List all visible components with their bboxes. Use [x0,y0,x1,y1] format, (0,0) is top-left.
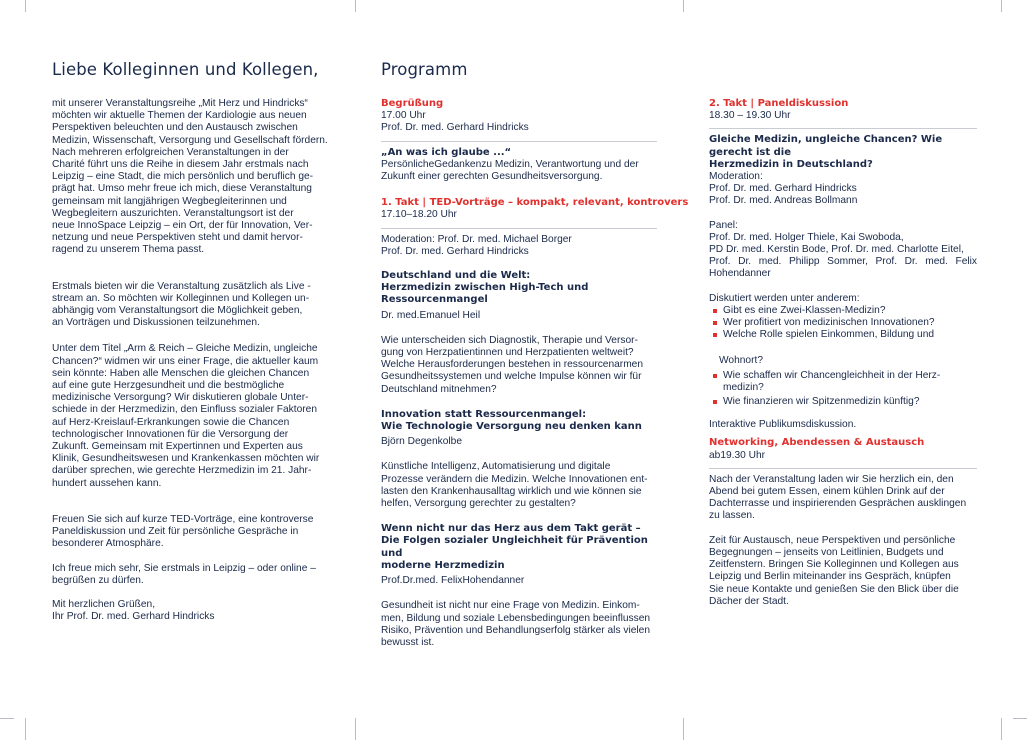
talk-title: Wie Technologie Versorgung neu denken kann [381,421,642,433]
talk-title: Wenn nicht nur das Herz aus dem Takt gerät – [381,523,641,535]
talk-speaker: Björn Degenkolbe [381,436,462,448]
program-item-belief [381,147,657,184]
question-line: Gleiche Medizin, ungleiche Chancen? Wie gerecht ist die [709,134,943,158]
networking-time: ab19.30 Uhr [709,449,766,461]
text-line: medizinische Versorgung? Wir diskutieren globale Unter- [52,392,309,404]
bullet-icon [713,321,717,325]
text-line: Erstmals bieten wir die Veranstaltung zusätzlich als Live - [52,280,311,292]
divider [709,128,977,129]
text-line: Wie unterscheiden sich Diagnostik, Therapie und Versor- [381,334,638,346]
text-line: Freuen Sie sich auf kurze TED-Vorträge, eine kontroverse [52,513,314,525]
crop-mark-top-mid1 [355,0,356,12]
crop-mark-top-right [1001,0,1002,12]
text-line: bewusst ist. [381,636,435,648]
text-line: PersönlicheGedankenzu Medizin, Verantwortung und der [381,158,639,170]
panel-body [709,98,977,608]
text-line: Zukunft. Gemeinsam mit Expertinnen und Experten aus [52,441,303,453]
talk-text [381,600,657,649]
text-line: lasten den Krankenhausalltag wirklich und wie können sie [381,485,642,497]
crop-mark-bottom-left [25,718,26,740]
networking-paragraph-2 [709,535,977,608]
program-item-networking [709,437,977,461]
topics-list-a [709,305,977,342]
text-line: Hohendanner [709,268,771,280]
networking-paragraph-1 [709,474,977,523]
crop-mark-top-left [25,0,26,12]
topic-text: Wer profitiert von medizinischen Innovationen? [723,317,935,329]
text-line: Gesundheit ist nicht nur eine Frage von Medizin. Einkom- [381,600,640,612]
text-line: darüber sprechen, wie gerechte Herzmedizin im 21. Jahr- [52,465,312,477]
text-line: Klinik, Gesundheitswesen und Krankenkassen möchten wir [52,453,320,465]
text-line: sein könnte: Haben alle Menschen die gleichen Chancen [52,367,310,379]
program-item-takt2 [709,98,977,122]
talk-text [381,335,657,396]
text-line: mit unserer Veranstaltungsreihe „Mit Herz und Hindricks“ [52,98,308,109]
text-line: stream an. So möchten wir Kolleginnen und Kollegen un- [52,292,310,304]
text-line: Panel: [709,219,738,231]
letter-paragraph-format [52,514,344,551]
text-line: men, Bildung und soziale Lebensbedingungen beeinflussen [381,612,651,624]
bullet-icon [713,374,717,378]
text-line: Prof. Dr. med. Gerhard Hindricks [381,245,529,257]
text-line: Moderation: Prof. Dr. med. Michael Borger [381,233,572,245]
text-line: Zukunft einer gerechten Gesundheitsversorgung. [381,171,603,183]
text-line: möchten wir aktuelle Themen der Kardiologie aus neuen [52,110,307,122]
topic-text: Gibt es eine Zwei-Klassen-Medizin? [723,304,886,316]
text-line: an Vorträgen und Diskussionen teilzunehmen. [52,317,260,329]
text-line: Medizin, Wissenschaft, Versorgung und Gesellschaft fördern. [52,134,328,146]
takt2-time: 18.30 – 19.30 Uhr [709,110,791,122]
talk-title: moderne Herzmedizin [381,559,505,571]
text-line: Mit herzlichen Grüßen, [52,598,156,610]
topic-item [709,396,977,408]
takt1-moderation [381,234,657,258]
text-line: hundert aussehen kann. [52,477,162,489]
letter-paragraph-invite [52,563,344,587]
text-line: besonderer Atmosphäre. [52,538,164,550]
text-line: Prof. Dr. med. Holger Thiele, Kai Swoboda, [709,231,904,243]
panel-members [709,220,977,281]
text-line: Prof. Dr. med. Gerhard Hindricks [709,183,857,195]
divider [381,141,657,142]
letter-paragraph-topic [52,343,344,489]
bullet-icon [713,309,717,313]
text-line: Risiko, Prävention und Behandlungserfolg stärker als vielen [381,624,650,636]
welcome-time: 17.00 Uhr [381,110,426,122]
text-line: PD Dr. med. Kerstin Bode, Prof. Dr. med. Charlotte Eitel, [709,244,964,256]
text-line: Nach mehreren erfolgreichen Veranstaltungen in der [52,146,289,158]
text-line: zu lassen. [709,510,755,522]
text-line: prägt hat. Umso mehr freue ich mich, diese Veranstaltung [52,183,312,195]
text-line: Paneldiskussion und Zeit für persönliche Gespräche in [52,526,299,538]
text-line: netzung und neue Perspektiven steht und damit hervor- [52,232,303,244]
text-line: schiede in der Herzmedizin, den Einfluss sozialer Faktoren [52,404,317,416]
text-line: Dachterrasse und inspirierenden Gesprächen ausklingen [709,498,967,510]
talk-title: Herzmedizin zwischen High-Tech und Ressourcenmangel [381,282,589,306]
text-line: Prozesse verändern die Medizin. Welche Innovationen ent- [381,473,648,485]
letter-paragraph-intro [52,98,344,257]
text-line: Zeitfenstern. Bringen Sie Kolleginnen und Kollegen aus [709,559,959,571]
text-line: Prof. Dr. med. Andreas Bollmann [709,195,858,207]
text-line: Sie neue Kontakte und genießen Sie den Blick über die [709,583,959,595]
text-line: technologischer Innovationen für die Versorgung der [52,428,289,440]
text-line: Chancen?“ widmen wir uns einer Frage, die aktueller kaum [52,355,319,367]
interactive-note: Interaktive Publikumsdiskussion. [709,419,857,431]
text-line: Dächer der Stadt. [709,595,789,607]
letter-heading: Liebe Kolleginnen und Kollegen, [52,60,319,79]
crop-mark-left-bottom [0,718,14,719]
talk-item-1 [381,270,657,396]
text-line: Leipzig und Berlin miteinander ins Gespräch, knüpfen [709,571,951,583]
program-item-welcome [381,98,657,135]
letter-paragraph-livestream [52,281,344,330]
program-heading: Programm [381,60,468,79]
text-line: Ich freue mich sehr, Sie erstmals in Leipzig – oder online – [52,562,316,574]
talk-text [381,461,657,510]
text-line: Prof. Dr. med. Philipp Sommer, Prof. Dr. med. Felix [709,256,977,268]
text-line: Leipzig – eine Stadt, die mich persönlich und beruflich ge- [52,171,314,183]
text-line: gung von Herzpatientinnen und Herzpatienten weltweit? [381,347,634,359]
talk-item-2 [381,409,657,510]
text-line: Nach der Veranstaltung laden wir Sie herzlich ein, den [709,473,954,485]
text-line: helfen, Versorgung gerechter zu gestalten? [381,498,576,510]
topic-text: Wie schaffen wir Chancengleichheit in der Herz- [723,369,941,381]
topic-item [709,317,977,329]
topics-list-b [709,370,977,409]
networking-title: Networking, Abendessen & Austausch [709,437,925,449]
crop-mark-bottom-mid1 [355,718,356,740]
talk-title: Deutschland und die Welt: [381,270,531,282]
text-line: Perspektiven beleuchten und den Austausch zwischen [52,122,298,134]
letter-signature [52,599,344,623]
talk-speaker: Prof.Dr.med. FelixHohendanner [381,575,525,587]
topic-item [709,305,977,317]
belief-title: „An was ich glaube ...“ [381,146,512,158]
talk-item-3 [381,523,657,649]
text-line: gemeinsam mit langjährigen Wegbegleiterinnen und [52,195,287,207]
divider [709,468,977,469]
talk-title: Die Folgen sozialer Ungleichheit für Prävention und [381,535,648,559]
panel-question [709,134,977,171]
text-line: Gesundheitssystemen und welche Impulse können wir für [381,371,642,383]
crop-mark-top-mid2 [683,0,684,12]
topic-item [709,370,977,394]
bullet-icon [713,333,717,337]
panel-moderation [709,171,977,208]
text-line: Abend bei gutem Essen, einem kühlen Drink auf der [709,486,945,498]
takt1-title: 1. Takt | TED-Vorträge – kompakt, relevant, kontrovers [381,197,689,209]
text-line: Ihr Prof. Dr. med. Gerhard Hindricks [52,611,215,623]
letter-body [52,98,344,623]
question-line: Herzmedizin in Deutschland? [709,158,873,170]
text-line: Wegbegleitern auszurichten. Veranstaltungsort ist der [52,207,294,219]
discussion-topics [709,293,977,409]
text-line: neue InnoSpace Leipzig – ein Ort, der für Innovation, Ver- [52,220,313,232]
divider [381,228,657,229]
text-line: Charité führt uns die Reihe in diesem Jahr erstmals nach [52,159,309,171]
topic-continuation: Wohnort? [719,355,763,367]
crop-mark-bottom-right [1001,718,1002,740]
program-body [381,98,689,649]
text-line: Unter dem Titel „Arm & Reich – Gleiche Medizin, ungleiche [52,343,318,355]
talk-speaker: Dr. med.Emanuel Heil [381,309,481,321]
takt1-time: 17.10–18.20 Uhr [381,209,457,221]
topic-item [709,329,977,341]
text-line: Begegnungen – jenseits von Leitlinien, Budgets und [709,546,944,558]
welcome-title: Begrüßung [381,98,444,109]
crop-mark-bottom-mid2 [683,718,684,740]
text-line: Zeit für Austausch, neue Perspektiven und persönliche [709,534,956,546]
topic-text: Welche Rolle spielen Einkommen, Bildung und [723,329,935,341]
crop-mark-right-bottom [1013,718,1027,719]
topic-text: medizin? [723,381,764,393]
program-item-takt1 [381,197,689,221]
text-line: Welche Herausforderungen bestehen in ressourcenarmen [381,359,644,371]
takt2-title: 2. Takt | Paneldiskussion [709,98,849,109]
text-line: begrüßen zu dürfen. [52,574,144,586]
text-line: auf eine gute Herzgesundheit und die bestmögliche [52,380,285,392]
text-line: Moderation: [709,171,763,183]
talk-title: Innovation statt Ressourcenmangel: [381,408,587,420]
text-line: ragend zu unserem Thema passt. [52,244,205,256]
welcome-speaker: Prof. Dr. med. Gerhard Hindricks [381,122,529,134]
text-line: Künstliche Intelligenz, Automatisierung und digitale [381,461,611,473]
bullet-icon [713,400,717,404]
topic-text: Wie finanzieren wir Spitzenmedizin künftig? [723,396,920,408]
text-line: abhängig vom Veranstaltungsort die Möglichkeit geben, [52,305,303,317]
text-line: auf Herz-Kreislauf-Erkrankungen sowie die Chancen [52,416,290,428]
topics-intro: Diskutiert werden unter anderem: [709,292,860,304]
text-line: Deutschland mitnehmen? [381,383,497,395]
